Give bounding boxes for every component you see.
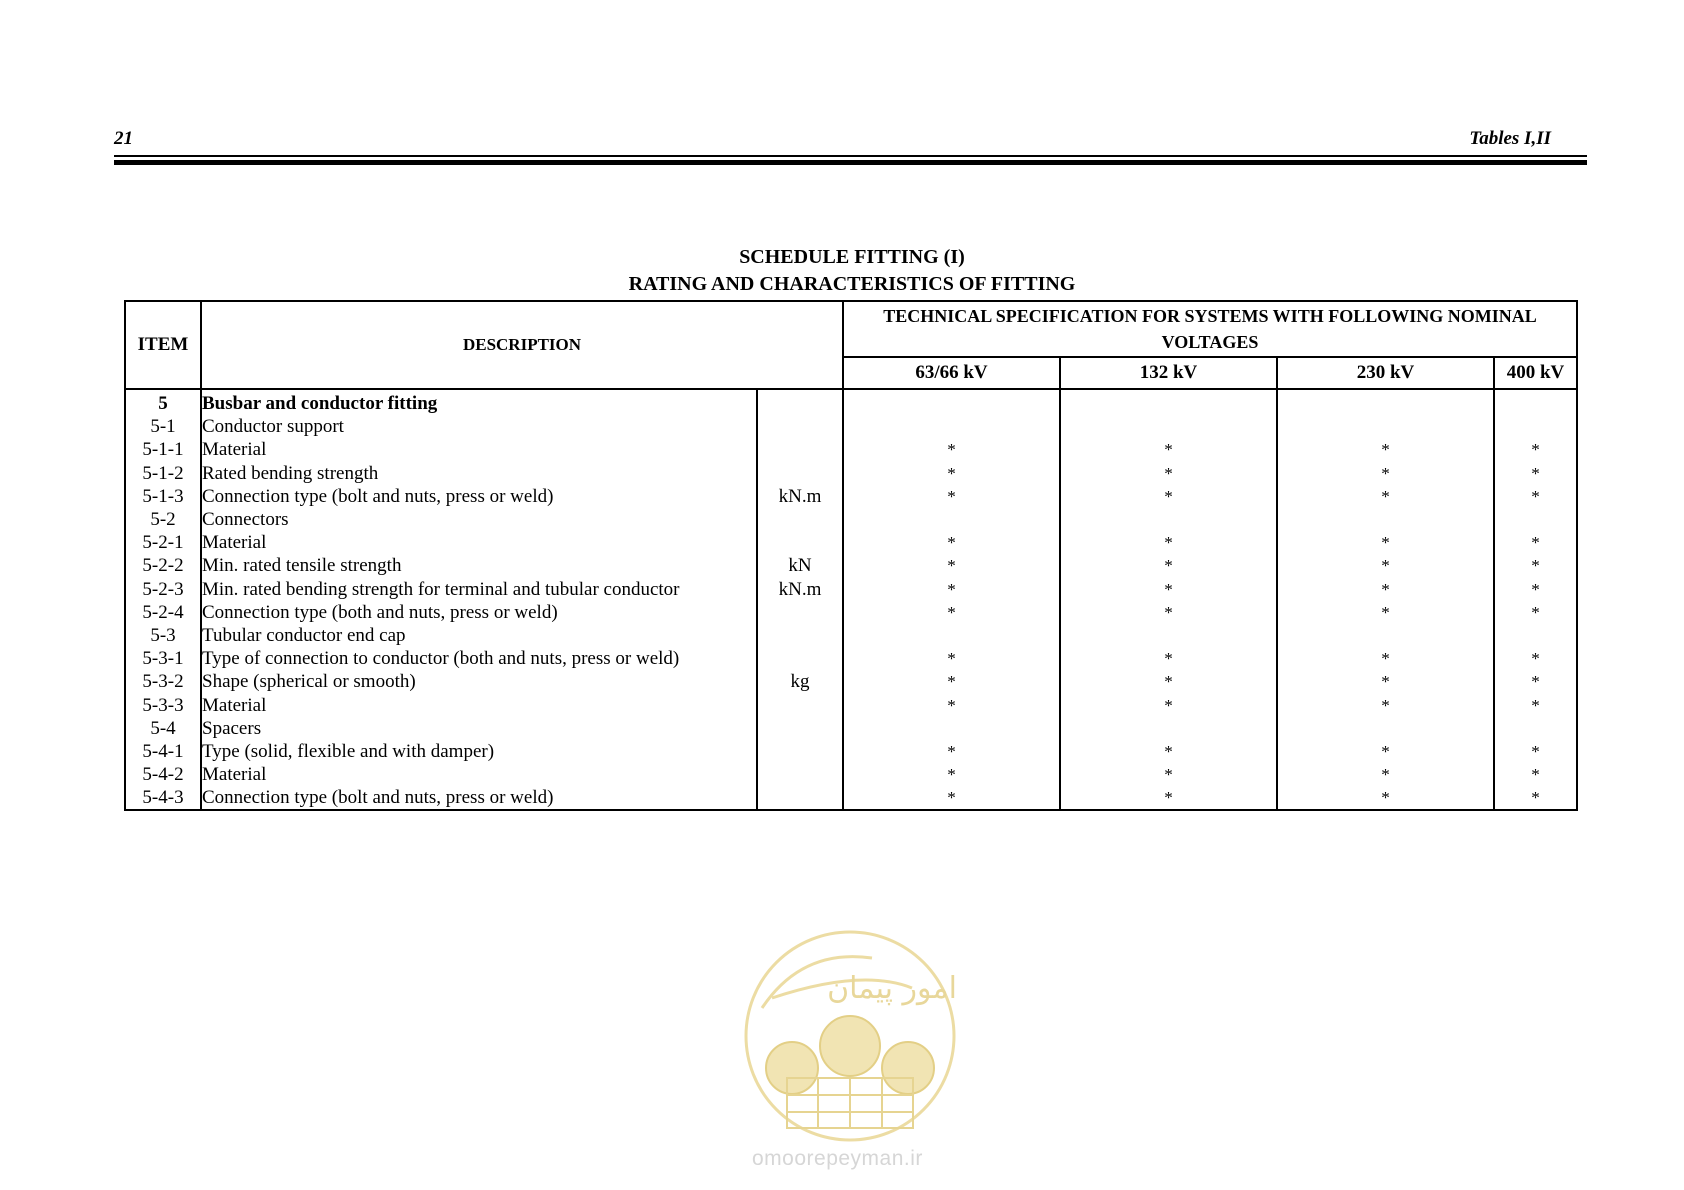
description-cell: Material: [201, 438, 757, 461]
unit-cell: [757, 717, 843, 740]
spec-value-cell: *: [843, 462, 1060, 485]
unit-cell: [757, 763, 843, 786]
spec-value-cell: [1060, 624, 1277, 647]
spec-value-cell: [1277, 415, 1494, 438]
table-row: [125, 601, 1577, 624]
table-row: [125, 670, 1577, 693]
table-row: [125, 763, 1577, 786]
spec-value-cell: *: [1277, 763, 1494, 786]
item-cell: 5-1-2: [125, 462, 201, 485]
spec-value-cell: *: [843, 554, 1060, 577]
item-cell: 5-2-2: [125, 554, 201, 577]
unit-cell: [757, 786, 843, 810]
spec-value-cell: *: [1277, 578, 1494, 601]
item-cell: 5-1-1: [125, 438, 201, 461]
spec-value-cell: *: [1277, 438, 1494, 461]
item-cell: 5-3-1: [125, 647, 201, 670]
spec-value-cell: *: [1060, 670, 1277, 693]
table-row: [125, 438, 1577, 461]
schedule-title: SCHEDULE FITTING (I): [739, 246, 965, 268]
spec-value-cell: [1494, 624, 1577, 647]
unit-cell: kN.m: [757, 578, 843, 601]
table-row: [125, 740, 1577, 763]
header-rule-thick: [114, 160, 1587, 165]
spec-value-cell: *: [1494, 693, 1577, 716]
table-body: [125, 389, 1577, 810]
description-cell: Material: [201, 531, 757, 554]
table-row: [125, 578, 1577, 601]
table-row: [125, 531, 1577, 554]
item-cell: 5-2: [125, 508, 201, 531]
item-cell: 5-2-4: [125, 601, 201, 624]
header-rule-thin: [114, 155, 1587, 157]
item-cell: 5-2-3: [125, 578, 201, 601]
spec-value-cell: *: [843, 647, 1060, 670]
spec-value-cell: *: [843, 531, 1060, 554]
spec-value-cell: *: [1060, 763, 1277, 786]
spec-value-cell: *: [1494, 601, 1577, 624]
description-cell: Connection type (both and nuts, press or weld): [201, 601, 757, 624]
spec-value-cell: *: [1494, 531, 1577, 554]
spec-value-cell: *: [843, 763, 1060, 786]
voltage-header-63-66kv: 63/66 kV: [843, 357, 1060, 389]
table-row: [125, 389, 1577, 415]
spec-value-cell: *: [1277, 740, 1494, 763]
watermark-logo-text: امور پیمان: [827, 971, 957, 1006]
description-cell: Tubular conductor end cap: [201, 624, 757, 647]
item-cell: 5-4-1: [125, 740, 201, 763]
description-cell: Connectors: [201, 508, 757, 531]
spec-value-cell: *: [843, 786, 1060, 810]
table-row: [125, 462, 1577, 485]
watermark-site: omoorepeyman.ir: [752, 1147, 923, 1170]
description-cell: Rated bending strength: [201, 462, 757, 485]
table-row: [125, 693, 1577, 716]
spec-value-cell: *: [1277, 485, 1494, 508]
spec-value-cell: [1060, 508, 1277, 531]
spec-value-cell: *: [843, 693, 1060, 716]
item-cell: 5-4-2: [125, 763, 201, 786]
column-header-item: ITEM: [125, 301, 201, 389]
spec-value-cell: *: [1494, 438, 1577, 461]
spec-value-cell: *: [1494, 647, 1577, 670]
unit-cell: [757, 389, 843, 415]
spec-value-cell: [1494, 389, 1577, 415]
spec-value-cell: *: [1060, 601, 1277, 624]
spec-value-cell: *: [843, 601, 1060, 624]
description-cell: Min. rated bending strength for terminal and tubular conductor: [201, 578, 757, 601]
page-number: 21: [114, 128, 133, 149]
spec-value-cell: *: [1277, 786, 1494, 810]
specification-table: [124, 300, 1578, 811]
watermark-seal-logo: [742, 928, 958, 1144]
spec-value-cell: *: [1277, 462, 1494, 485]
spec-value-cell: [843, 415, 1060, 438]
table-row: [125, 786, 1577, 810]
description-cell: Type (solid, flexible and with damper): [201, 740, 757, 763]
spec-value-cell: *: [1277, 647, 1494, 670]
spec-value-cell: *: [1060, 531, 1277, 554]
description-cell: Min. rated tensile strength: [201, 554, 757, 577]
spec-value-cell: *: [1494, 485, 1577, 508]
item-cell: 5-1-3: [125, 485, 201, 508]
unit-cell: [757, 601, 843, 624]
spec-value-cell: *: [843, 670, 1060, 693]
spec-value-cell: *: [1277, 531, 1494, 554]
spec-value-cell: *: [843, 740, 1060, 763]
spec-value-cell: [1494, 415, 1577, 438]
description-cell: Spacers: [201, 717, 757, 740]
item-cell: 5-3-3: [125, 693, 201, 716]
spec-value-cell: [843, 624, 1060, 647]
unit-cell: kg: [757, 670, 843, 693]
unit-cell: [757, 415, 843, 438]
unit-cell: kN: [757, 554, 843, 577]
unit-cell: [757, 508, 843, 531]
item-cell: 5: [125, 389, 201, 415]
unit-cell: kN.m: [757, 485, 843, 508]
description-cell: Busbar and conductor fitting: [201, 389, 757, 415]
spec-value-cell: [1060, 389, 1277, 415]
spec-value-cell: [1277, 389, 1494, 415]
column-header-technical-spec: TECHNICAL SPECIFICATION FOR SYSTEMS WITH FOLLOWING NOMINAL VOLTAGES: [843, 301, 1577, 357]
spec-value-cell: *: [1494, 462, 1577, 485]
unit-cell: [757, 647, 843, 670]
unit-cell: [757, 740, 843, 763]
spec-value-cell: *: [1277, 693, 1494, 716]
spec-value-cell: *: [1060, 554, 1277, 577]
table-row: [125, 647, 1577, 670]
item-cell: 5-3-2: [125, 670, 201, 693]
unit-cell: [757, 531, 843, 554]
spec-value-cell: *: [1060, 647, 1277, 670]
item-cell: 5-3: [125, 624, 201, 647]
spec-value-cell: [1277, 508, 1494, 531]
unit-cell: [757, 462, 843, 485]
spec-value-cell: [1494, 508, 1577, 531]
spec-value-cell: *: [1277, 670, 1494, 693]
unit-cell: [757, 624, 843, 647]
description-cell: Conductor support: [201, 415, 757, 438]
description-cell: Material: [201, 693, 757, 716]
description-cell: Shape (spherical or smooth): [201, 670, 757, 693]
spec-value-cell: [1277, 717, 1494, 740]
item-cell: 5-1: [125, 415, 201, 438]
voltage-header-230kv: 230 kV: [1277, 357, 1494, 389]
spec-value-cell: *: [1494, 578, 1577, 601]
table-row: [125, 485, 1577, 508]
spec-value-cell: *: [843, 438, 1060, 461]
description-cell: Type of connection to conductor (both and nuts, press or weld): [201, 647, 757, 670]
spec-value-cell: *: [1060, 693, 1277, 716]
schedule-subtitle: RATING AND CHARACTERISTICS OF FITTING: [628, 273, 1076, 295]
description-cell: Material: [201, 763, 757, 786]
item-cell: 5-2-1: [125, 531, 201, 554]
spec-value-cell: [843, 389, 1060, 415]
spec-value-cell: *: [1494, 763, 1577, 786]
spec-value-cell: [1277, 624, 1494, 647]
unit-cell: [757, 438, 843, 461]
spec-value-cell: *: [1060, 578, 1277, 601]
table-row: [125, 717, 1577, 740]
spec-value-cell: *: [1494, 740, 1577, 763]
spec-value-cell: *: [1494, 554, 1577, 577]
spec-value-cell: [843, 717, 1060, 740]
unit-cell: [757, 693, 843, 716]
spec-value-cell: [1494, 717, 1577, 740]
spec-value-cell: [1060, 415, 1277, 438]
table-row: [125, 554, 1577, 577]
voltage-header-132kv: 132 kV: [1060, 357, 1277, 389]
table-row: [125, 624, 1577, 647]
spec-value-cell: *: [1060, 462, 1277, 485]
spec-value-cell: *: [843, 578, 1060, 601]
table-row: [125, 415, 1577, 438]
item-cell: 5-4: [125, 717, 201, 740]
spec-value-cell: *: [1277, 601, 1494, 624]
spec-value-cell: *: [843, 485, 1060, 508]
section-title: Tables I,II: [1469, 128, 1551, 149]
column-header-description: DESCRIPTION: [201, 301, 843, 389]
spec-value-cell: *: [1060, 438, 1277, 461]
spec-value-cell: *: [1060, 740, 1277, 763]
description-cell: Connection type (bolt and nuts, press or weld): [201, 485, 757, 508]
spec-value-cell: *: [1060, 485, 1277, 508]
spec-value-cell: *: [1060, 786, 1277, 810]
item-cell: 5-4-3: [125, 786, 201, 810]
spec-value-cell: *: [1494, 670, 1577, 693]
voltage-header-400kv: 400 kV: [1494, 357, 1577, 389]
spec-value-cell: *: [1494, 786, 1577, 810]
description-cell: Connection type (bolt and nuts, press or weld): [201, 786, 757, 810]
spec-value-cell: [1060, 717, 1277, 740]
spec-value-cell: [843, 508, 1060, 531]
table-row: [125, 508, 1577, 531]
spec-value-cell: *: [1277, 554, 1494, 577]
